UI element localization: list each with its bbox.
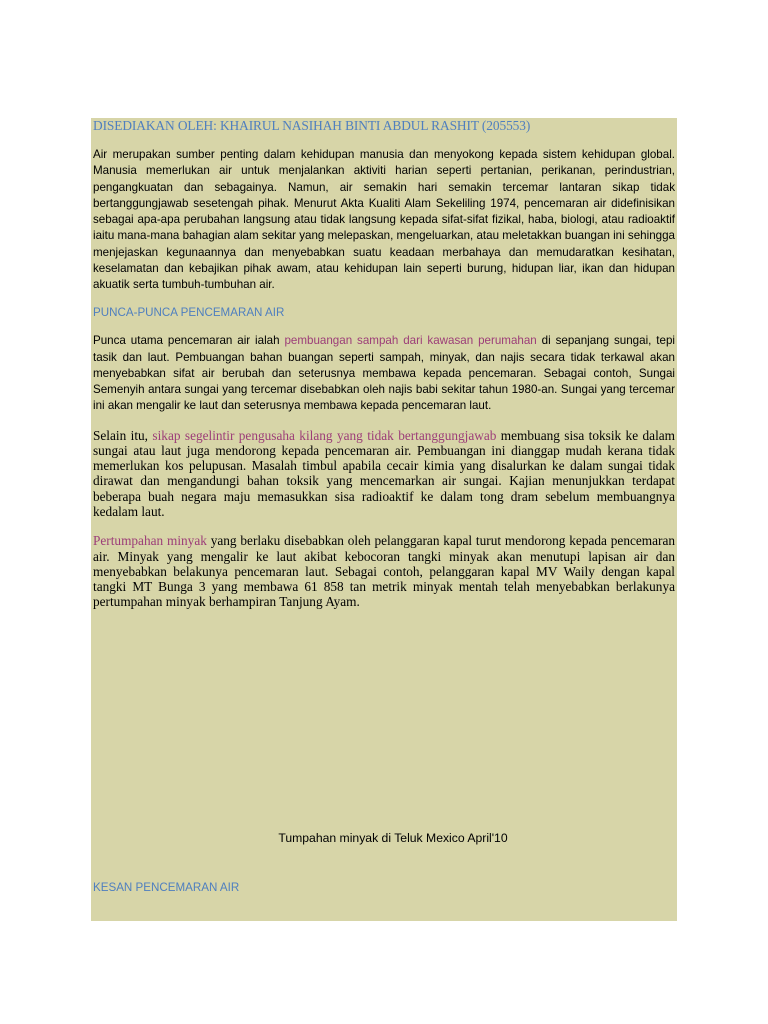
paragraph-text: yang berlaku disebabkan oleh pelanggaran kapal turut mendorong kepada pencemaran air. Minyak yang mengalir ke laut akibat kebocoran tangki minyak akan menutupi lapisan air dan menyebabkan belakunya pencemaran laut. Sebagai contoh, pelanggaran kapal MV Waily dengan kapal tangki MT Bunga 3 yang membawa 61 858 tan metrik minyak mentah telah menyebabkan berlakunya pertumpahan minyak berhampiran Tanjung Ayam. [93,533,675,610]
paragraph-punca-3 [93,533,675,609]
figure-caption: Tumpahan minyak di Teluk Mexico April'10 [278,830,508,845]
paragraph-text: Punca utama pencemaran air ialah [93,334,285,348]
author-line: DISEDIAKAN OLEH: KHAIRUL NASIHAH BINTI ABDUL RASHIT (205553) [93,118,531,133]
paragraph-punca-1 [93,333,675,414]
intro-paragraph: Air merupakan sumber penting dalam kehidupan manusia dan menyokong kepada sistem kehidupan global. Manusia memerlukan air untuk menjalankan aktiviti harian seperti pertanian, perikanan, perindustrian, pengangkuatan dan sebagainya. Namun, air semakin hari semakin tercemar lantaran sikap tidak bertanggungjawab sesetengah pihak. Menurut Akta Kualiti Alam Sekeliling 1974, pencemaran air didefinisikan sebagai apa-apa perubahan langsung atau tidak langsung kepada sifat-sifat fizikal, haba, biologi, atau radioaktif iaitu mana-mana bahagian alam sekitar yang melepaskan, mengeluarkan, atau meletakkan buangan ini sehingga menjejaskan kegunaannya dan menyebabkan suatu keadaan merbahaya dan memudaratkan kesihatan, keselamatan dan kebajikan pihak awam, atau kehidupan lain seperti burung, hidupan liar, ikan dan hidupan akuatik serta tumbuh-tumbuhan air. [93,148,675,291]
highlight-text: Pertumpahan minyak [93,533,207,549]
section-heading-kesan: KESAN PENCEMARAN AIR [93,880,240,894]
highlight-text: pembuangan sampah dari kawasan perumahan [284,334,537,348]
highlight-text: sikap segelintir pengusaha kilang yang tidak bertanggungjawab [152,427,497,443]
document-content [93,118,675,896]
image-placeholder [93,640,675,810]
paragraph-punca-2 [93,428,675,520]
paragraph-text: membuang sisa toksik ke dalam sungai atau laut juga mendorong kepada pencemaran air. Pembuangan ini dianggap mudah kerana tidak memerlukan kos pelupusan. Masalah timbul apabila cecair kimia yang disalurkan ke dalam sungai tidak dirawat dan mengandungi bahan toksik yang mencemarkan air sungai. Kajian menunjukkan terdapat beberapa buah negara maju memasukkan sisa radioaktif ke dalam tong dram sebelum membuangnya kedalam laut. [93,427,676,519]
paragraph-text: di sepanjang sungai, tepi tasik dan laut. Pembuangan bahan buangan seperti sampah, minyak, dan najis secara tidak terkawal akan menyebabkan sifat air berubah dan seterusnya membawa kepada pencemaran. Sebagai contoh, Sungai Semenyih antara sungai yang tercemar disebabkan oleh najis babi sekitar tahun 1980-an. Sungai yang tercemar ini akan mengalir ke laut dan seterusnya membawa kepada pencemaran laut. [93,334,675,413]
paragraph-text: Selain itu, [93,427,153,443]
section-heading-punca: PUNCA-PUNCA PENCEMARAN AIR [93,306,285,320]
